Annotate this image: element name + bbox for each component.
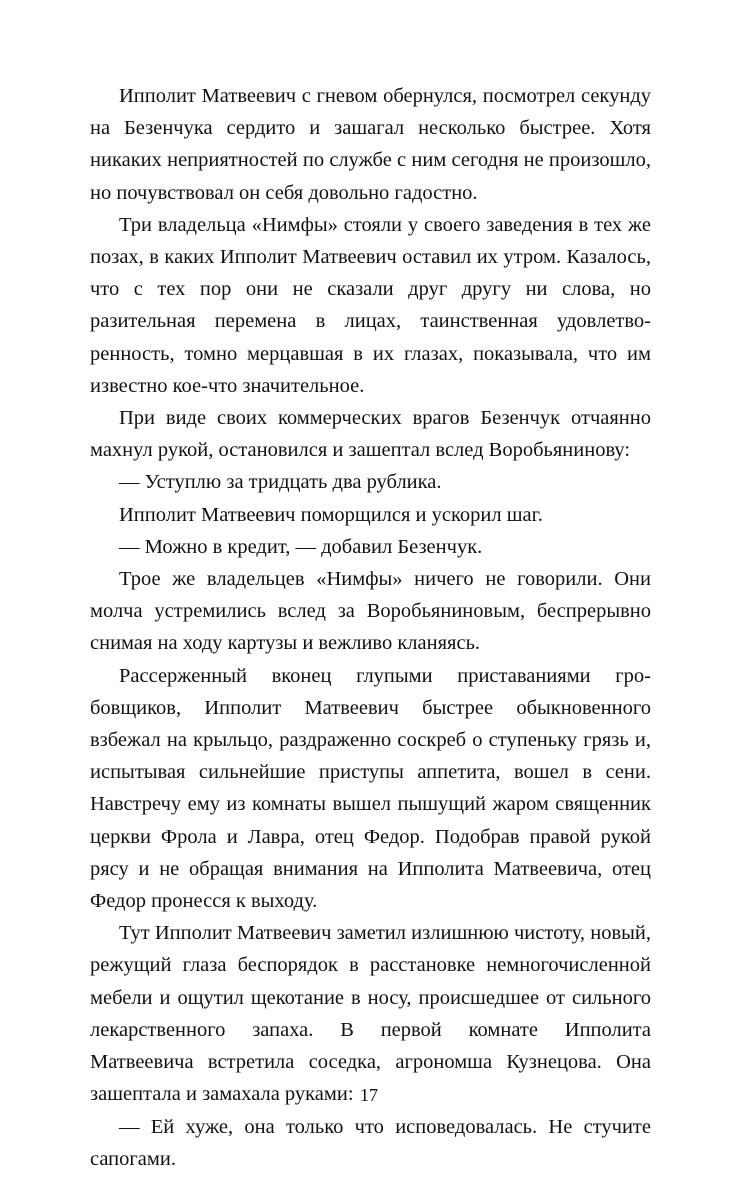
paragraph-2: Три владельца «Нимфы» стояли у своего заведения в тех же позах, в каких Ипполит Матвеевич оставил их утром. Казалось, что с тех пор они не сказали друг другу ни слова, но разительная перемена в лицах, таинственная удовлетворенность, томно мерцавшая в их глазах, показывала, что им известно кое-что значительное. bbox=[90, 213, 651, 397]
paragraph-1: Ипполит Матвеевич с гневом обернулся, посмотрел секунду на Безенчука сердито и зашагал несколько быстрее. Хотя никаких неприятностей по службе с ним сегодня не произошло, но почувствовал он себя довольно гадостно. bbox=[90, 85, 651, 204]
page-number: 17 bbox=[360, 1085, 378, 1105]
paragraph-7: Трое же владельцев «Нимфы» ничего не говорили. Они молча устремились вслед за Воробьяниновым, беспрерывно снимая на ходу картузы и вежливо кланяясь. bbox=[90, 568, 651, 655]
paragraph-9: Тут Ипполит Матвеевич заметил излишнюю чистоту, новый, режущий глаза беспорядок в расстановке немногочисленной мебели и ощутил щекотание в носу, происшедшее от сильного лекарственного запаха. В первой комнате Ипполита Матвеевича встретила соседка, агрономша Кузнецова. Она зашептала и замахала руками: bbox=[90, 922, 651, 1106]
paragraph-8: Рассерженный вконец глупыми приставаниями гробовщиков, Ипполит Матвеевич быстрее обыкновенного взбежал на крыльцо, раздраженно соскреб о ступеньку грязь и, испытывая сильнейшие приступы аппетита, вошел в сени. Навстречу ему из комнаты вышел пышущий жаром священник церкви Фрола и Лавра, отец Федор. Подобрав правой рукой рясу и не обращая внимания на Ипполита Матвеевича, отец Федор пронесся к выходу. bbox=[90, 664, 651, 913]
paragraph-5: Ипполит Матвеевич поморщился и ускорил шаг. bbox=[119, 503, 543, 526]
book-page-text bbox=[90, 80, 651, 1175]
paragraph-4: — Уступлю за тридцать два рублика. bbox=[119, 471, 442, 494]
paragraph-3: При виде своих коммерческих врагов Безенчук отчаянно махнул рукой, остановился и зашептал вслед Воробьянинову: bbox=[90, 407, 651, 462]
paragraph-10: — Ей хуже, она только что исповедовалась. Не стучите сапогами. bbox=[90, 1115, 651, 1170]
paragraph-6: — Можно в кредит, — добавил Безенчук. bbox=[119, 535, 483, 558]
